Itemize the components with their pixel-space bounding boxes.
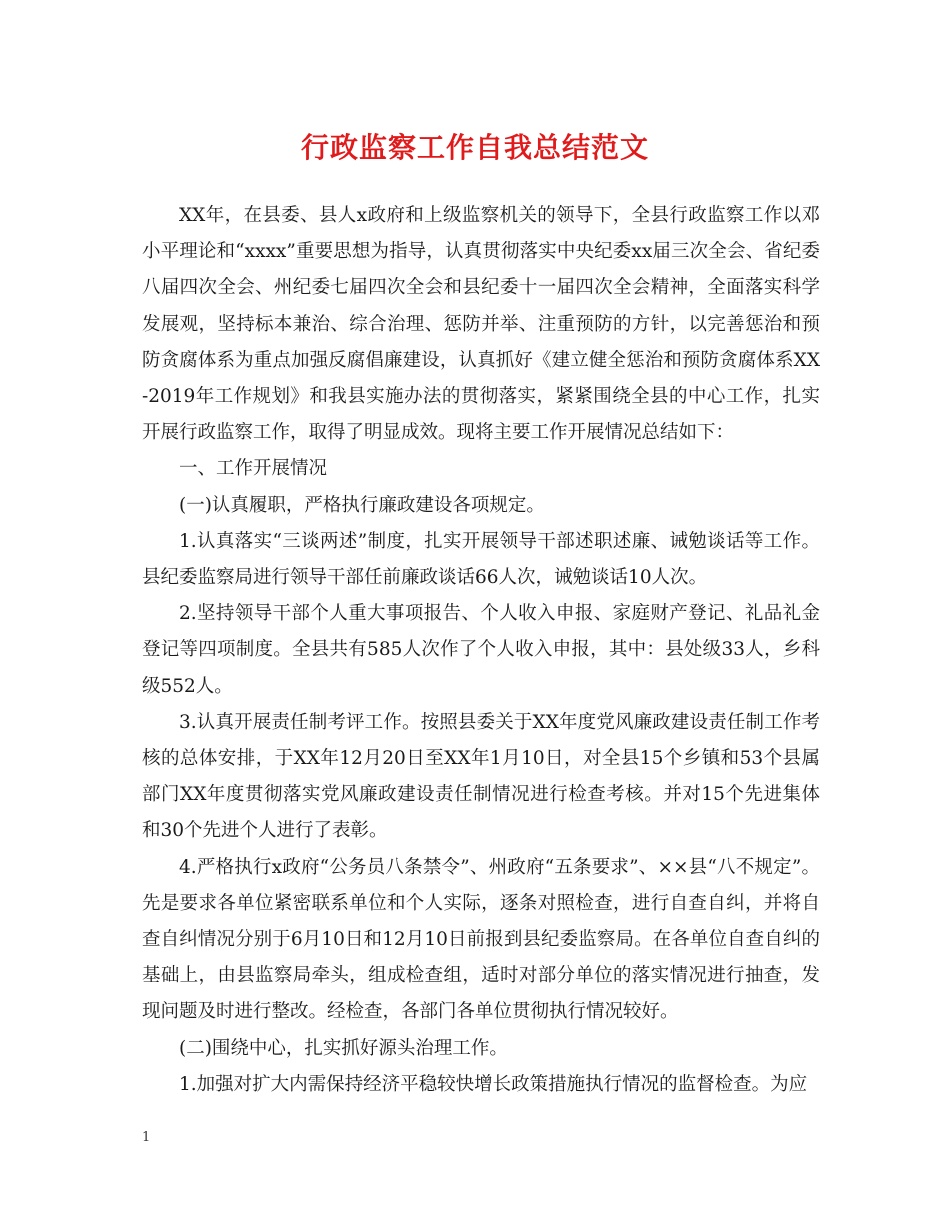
document-title: 行政监察工作自我总结范文: [300, 131, 649, 164]
section-heading-1: 一、工作开展情况: [179, 458, 328, 480]
item-paragraph-2: 2.坚持领导干部个人重大事项报告、个人收入申报、家庭财产登记、礼品礼金登记等四项制度。全县共有585人次作了个人收入申报，其中：县处级33人，乡科级552人。: [142, 603, 820, 697]
item-paragraph-3: 3.认真开展责任制考评工作。按照县委关于XX年度党风廉政建设责任制工作考核的总体安排，于XX年12月20日至XX年1月10日，对全县15个乡镇和53个县属部门XX年度贯彻落实党风廉政建设责任制情况进行检查考核。并对15个先进集体和30个先进个人进行了表彰。: [142, 711, 820, 842]
item-paragraph-1: 1.认真落实“三谈两述”制度，扎实开展领导干部述职述廉、诫勉谈话等工作。县纪委监察局进行领导干部任前廉政谈话66人次，诫勉谈话10人次。: [142, 530, 820, 589]
page-number: 1: [142, 1130, 151, 1145]
item-paragraph-4: 4.严格执行x政府“公务员八条禁令”、州政府“五条要求”、××县“八不规定”。先是要求各单位紧密联系单位和个人实际，逐条对照检查，进行自查自纠，并将自查自纠情况分别于6月10日和12月10日前报到县纪委监察局。在各单位自查自纠的基础上，由县监察局牵头，组成检查组，适时对部分单位的落实情况进行抽查，发现问题及时进行整改。经检查，各部门各单位贯彻执行情况较好。: [142, 856, 820, 1023]
intro-paragraph: XX年，在县委、县人x政府和上级监察机关的领导下，全县行政监察工作以邓小平理论和“xxxx”重要思想为指导，认真贯彻落实中央纪委xx届三次全会、省纪委八届四次全会、州纪委七届四次全会和县纪委十一届四次全会精神，全面落实科学发展观，坚持标本兼治、综合治理、惩防并举、注重预防的方针，以完善惩治和预防贪腐体系为重点加强反腐倡廉建设，认真抓好《建立健全惩治和预防贪腐体系XX-2019年工作规划》和我县实施办法的贯彻落实，紧紧围绕全县的中心工作，扎实开展行政监察工作，取得了明显成效。现将主要工作开展情况总结如下：: [142, 205, 820, 444]
item-paragraph-5: 1.加强对扩大内需保持经济平稳较快增长政策措施执行情况的监督检查。为应: [179, 1073, 808, 1095]
document-body: [142, 198, 820, 1103]
subsection-heading-1: (一)认真履职，严格执行廉政建设各项规定。: [179, 494, 545, 516]
subsection-heading-2: (二)围绕中心，扎实抓好源头治理工作。: [179, 1037, 508, 1059]
